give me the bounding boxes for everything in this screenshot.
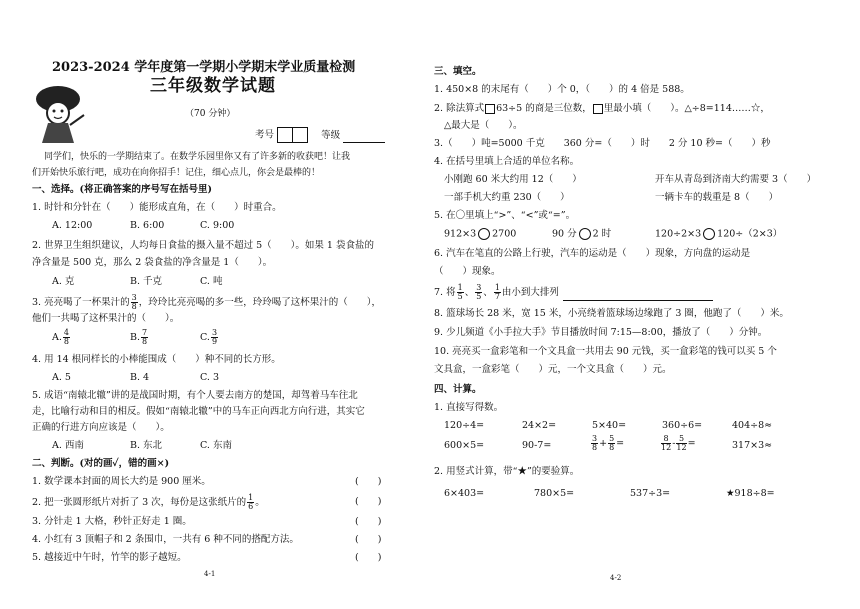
calc-item: 5×40= [592, 420, 627, 431]
choice-q3-line1 [32, 294, 381, 311]
exam-subtitle: 三年级数学试题 [150, 76, 276, 96]
compare-circle[interactable] [579, 228, 591, 240]
judge-q4-answer[interactable]: ( ) [355, 534, 382, 545]
judge-q1-answer[interactable]: ( ) [355, 476, 382, 487]
choice-q1-opt-c: C. 9:00 [200, 220, 235, 231]
choice-q3-opt-b: B. $\frac{7}{8}$ [130, 328, 148, 346]
fraction: $\frac{3}{8}$ [131, 293, 137, 311]
calc-item: 317×3≈ [732, 440, 773, 451]
grade-label: 等级 [321, 129, 341, 141]
fill-q5: 5. 在〇里填上“>”、“<”或“=”。 [434, 210, 576, 221]
fill-q8: 8. 篮球场长 28 米，宽 15 米，小亮绕着篮球场边缘跑了 3 圈，他跑了（ ）米。 [434, 308, 789, 319]
page-number: 4-2 [610, 574, 622, 582]
choice-q5-opt-b: B. 东北 [130, 440, 163, 451]
vertical-calc-item: 780×5= [534, 488, 575, 499]
exam-number-field [255, 127, 385, 143]
section-calc: 四、计算。 [434, 384, 482, 395]
fill-q2-line2: △最大是（ ）。 [444, 120, 523, 131]
choice-q3-text: ，玲玲比亮亮喝的多一些，玲玲喝了这杯果汁的（ ）， [138, 297, 381, 308]
choice-q2-line2: 净含量是 500 克，那么 2 袋食盐的净含量是 1（ ）。 [32, 257, 273, 268]
fill-q3: 3.（ ）吨=5000 千克 360 分=（ ）时 2 分 10 秒=（ ）秒 [434, 138, 771, 149]
calc-q1: 1. 直接写得数。 [434, 402, 504, 413]
judge-q5: 5. 越接近中午时，竹竿的影子越短。 [32, 552, 187, 563]
fill-q6-line2: （ ）现象。 [434, 266, 501, 277]
choice-q5-line1: 5. 成语“南辕北辙”讲的是战国时期，有个人要去南方的楚国，却驾着马车往北 [32, 390, 358, 401]
compare-circle[interactable] [478, 228, 490, 240]
section-choice: 一、选择。(将正确答案的序号写在括号里) [32, 184, 212, 195]
judge-q1: 1. 数学课本封面的周长大约是 900 厘米。 [32, 476, 211, 487]
choice-q5-opt-c: C. 东南 [200, 440, 232, 451]
fraction: $\frac{1}{6}$ [248, 493, 254, 511]
judge-q2: 2. 把一张圆形纸片对折了 3 次，每份是这张纸片的 $\frac{1}{6}$ 。 [32, 493, 265, 511]
calc-item: 24×2= [522, 420, 557, 431]
calc-item: 404÷8≈ [732, 420, 773, 431]
calc-item: 120÷4= [444, 420, 485, 431]
judge-q2-answer[interactable]: ( ) [355, 496, 382, 507]
fill-q10-line2: 文具盒，一盒彩笔（ ）元，一个文具盒（ ）元。 [434, 364, 672, 375]
choice-q4-opt-b: B. 4 [130, 372, 150, 383]
exam-number-box[interactable] [277, 127, 293, 143]
calc-item: 600×5= [444, 440, 485, 451]
calc-item-fraction: $\frac{3}{8}$ + $\frac{5}{8}$ = [592, 434, 625, 452]
choice-q3-opt-a: A. $\frac{4}{8}$ [52, 328, 69, 346]
fill-q6-line1: 6. 汽车在笔直的公路上行驶，汽车的运动是（ ）现象，方向盘的运动是 [434, 248, 751, 259]
vertical-calc-item: 6×403= [444, 488, 485, 499]
answer-line[interactable] [563, 290, 713, 301]
calc-item: 90-7= [522, 440, 552, 451]
choice-q5-opt-a: A. 西南 [52, 440, 84, 451]
choice-q1-opt-b: B. 6:00 [130, 220, 165, 231]
page-number: 4-1 [204, 570, 216, 578]
judge-q5-answer[interactable]: ( ) [355, 552, 382, 563]
choice-q5-line2: 走，比喻行动和目的相反。假如“南辕北辙”中的马车正向西北方向行进，其实它 [32, 406, 365, 417]
choice-q3-text: 3. 亮亮喝了一杯果汁的 [32, 297, 130, 308]
fill-q4: 4. 在括号里填上合适的单位名称。 [434, 156, 580, 167]
fill-q4-a: 小刚跑 60 米大约用 12（ ） [444, 174, 582, 185]
fill-q9: 9. 少儿频道《小手拉大手》节目播放时间 7:15—8:00，播放了（ ）分钟。 [434, 327, 768, 338]
greeting-line-2: 们开始快乐旅行吧，成功在向你招手！记住，细心点儿，你会是最棒的！ [32, 168, 321, 178]
exam-title: 2023-2024 学年度第一学期小学期末学业质量检测 [52, 60, 356, 75]
section-judge: 二、判断。(对的画✓，错的画×) [32, 458, 170, 469]
calc-q2: 2. 用竖式计算，带“★”的要验算。 [434, 466, 580, 477]
choice-q3-line2: 他们一共喝了这杯果汁的（ ）。 [32, 313, 180, 324]
fill-q4-d: 一辆卡车的载重是 8（ ） [655, 192, 779, 203]
choice-q2-line1: 2. 世界卫生组织建议，人均每日食盐的摄入量不超过 5（ ）。如果 1 袋食盐的 [32, 240, 374, 251]
right-page [430, 0, 860, 609]
vertical-calc-item: ★918÷8= [726, 488, 775, 499]
fill-q4-c: 一部手机大约重 230（ ） [444, 192, 570, 203]
fill-q5-c: 120÷2×3 120÷（2×3） [655, 228, 783, 240]
judge-q3: 3. 分针走 1 大格，秒针正好走 1 圈。 [32, 516, 192, 527]
fill-q7: 7. 将 $\frac{1}{5}$ 、 $\frac{3}{5}$ 、 $\frac{1}{7}$ 由小到大排列 [434, 284, 713, 301]
choice-q4-opt-c: C. 3 [200, 372, 220, 383]
section-fill: 三、填空。 [434, 66, 482, 77]
duration: （70 分钟） [185, 109, 236, 119]
fill-q5-a: 912×3 2700 [444, 228, 517, 240]
choice-q1-opt-a: A. 12:00 [52, 220, 93, 231]
compare-circle[interactable] [703, 228, 715, 240]
exam-number-box[interactable] [293, 127, 308, 143]
choice-q4: 4. 用 14 根同样长的小棒能围成（ ）种不同的长方形。 [32, 354, 281, 365]
choice-q2-opt-b: B. 千克 [130, 276, 163, 287]
cartoon-illustration [30, 83, 88, 145]
choice-q2-opt-a: A. 克 [52, 276, 75, 287]
choice-q5-line3: 正确的行进方向应该是（ ）。 [32, 422, 170, 433]
choice-q3-opt-c: C. $\frac{3}{9}$ [200, 328, 218, 346]
greeting-line-1: 同学们，快乐的一学期结束了。在数学乐园里你又有了许多新的收获吧！让我 [44, 152, 351, 162]
blank-square[interactable] [485, 104, 495, 114]
fill-q5-b: 90 分 2 时 [552, 228, 612, 240]
choice-q2-opt-c: C. 吨 [200, 276, 223, 287]
choice-q1: 1. 时针和分针在（ ）能形成直角，在（ ）时重合。 [32, 202, 282, 213]
exam-number-label: 考号 [255, 129, 275, 141]
fill-q10-line1: 10. 亮亮买一盒彩笔和一个文具盒一共用去 90 元钱，买一盒彩笔的钱可以买 5 个 [434, 346, 777, 357]
vertical-calc-item: 537÷3= [630, 488, 671, 499]
judge-q3-answer[interactable]: ( ) [355, 516, 382, 527]
fill-q4-b: 开车从青岛到济南大约需要 3（ ） [655, 174, 817, 185]
judge-q4: 4. 小红有 3 顶帽子和 2 条围巾，一共有 6 种不同的搭配方法。 [32, 534, 299, 545]
choice-q4-opt-a: A. 5 [52, 372, 71, 383]
grade-blank[interactable] [343, 132, 385, 143]
calc-item-fraction: $\frac{8}{12}$ - $\frac{5}{12}$ = [661, 434, 696, 452]
fill-q1: 1. 450×8 的末尾有（ ）个 0，（ ）的 4 倍是 588。 [434, 84, 690, 95]
calc-item: 360÷6= [662, 420, 703, 431]
blank-square[interactable] [593, 104, 603, 114]
fill-q2-line1: 2. 除法算式 63÷5 的商是三位数， 里最小填（ ）。△÷8=114……☆， [434, 103, 770, 114]
